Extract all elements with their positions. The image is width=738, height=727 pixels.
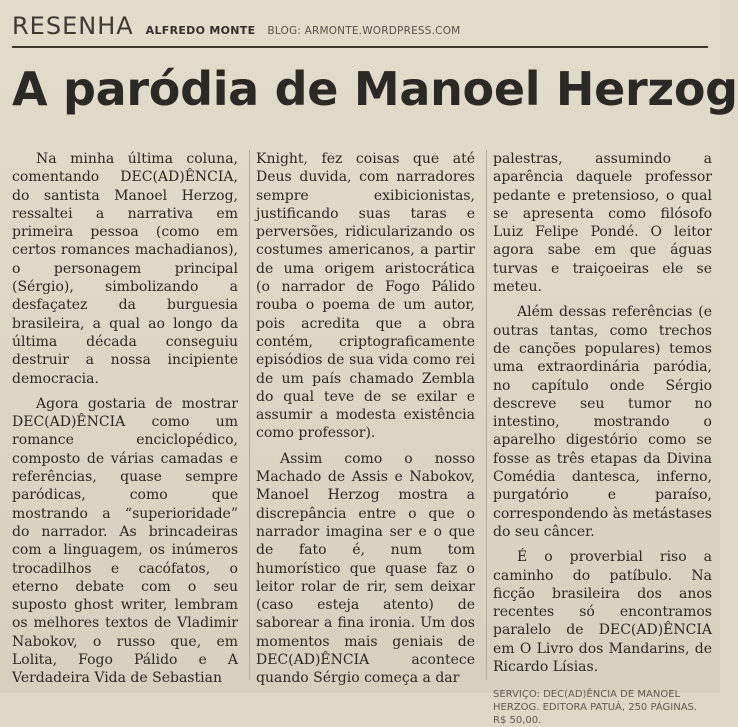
- text-column-2: [249, 150, 475, 687]
- paragraph: É o proverbial riso a caminho do patíbulo. Na ficção brasileira dos anos recentes só encontramos paralelo de DEC(AD)ÊNCIA em O Livro dos Mandarins, de Ricardo Lísias.: [493, 549, 712, 676]
- text-column-3: [486, 150, 712, 727]
- paragraph: Na minha última coluna, comentando DEC(AD)ÊNCIA, do santista Manoel Herzog, ressaltei a narrativa em primeira pessoa (como em certos romances machadianos), o personagem principal (Sérgio), simbolizando a desfaçatez da burguesia brasileira, a qual ao longo da última década conseguiu destruir a nossa incipiente democracia.: [12, 151, 238, 387]
- blog-address: BLOG: ARMONTE.WORDPRESS.COM: [267, 25, 461, 37]
- article-title: A paródia de Manoel Herzog: [12, 62, 738, 116]
- service-info: SERVIÇO: DEC(AD)ÊNCIA DE MANOEL HERZOG. EDITORA PATUÁ, 250 PÁGINAS. R$ 50,00.: [493, 689, 698, 727]
- section-label: RESENHA: [12, 12, 134, 40]
- text-column-1: [12, 150, 238, 687]
- article-body: [12, 150, 712, 727]
- author-name: ALFREDO MONTE: [145, 24, 256, 37]
- paragraph: Assim como o nosso Machado de Assis e Nabokov, Manoel Herzog mostra a discrepância entre o que o narrador imagina ser e o que de fato é, num tom humorístico que quase faz o leitor rolar de rir, sem deixar (caso esteja atento) de saborear a fina ironia. Um dos momentos mais geniais de DEC(AD)ÊNCIA acontece quando Sérgio começa a dar: [256, 450, 475, 687]
- paragraph: Agora gostaria de mostrar DEC(AD)ÊNCIA como um romance enciclopédico, composto de várias camadas e referências, quase sempre paródicas, como que mostrando a “superioridade” do narrador. As brincadeiras com a linguagem, os inúmeros trocadilhos e cacófatos, o eterno debate com o seu suposto ghost writer, lembram os melhores textos de Vladimir Nabokov, o russo que, em Lolita, Fogo Pálido e A Verdadeira Vida de Sebastian: [12, 395, 238, 687]
- paragraph: Além dessas referências (e outras tantas, como trechos de canções populares) temos uma extraordinária paródia, no capítulo onde Sérgio descreve seu tumor no intestino, mostrando o aparelho digestório como se fosse as três etapas da Divina Comédia dantesca, inferno, purgatório e paraíso, correspondendo às metástases do seu câncer.: [493, 304, 712, 540]
- paragraph: Knight, fez coisas que até Deus duvida, com narradores sempre exibicionistas, justificando suas taras e perversões, ridicularizando os costumes americanos, a partir de uma origem aristocrática (o narrador de Fogo Pálido rouba o poema de um autor, pois acredita que a obra contém, criptograficamente episódios de sua vida como rei de um país chamado Zembla do qual teve de se exilar e assumir a modesta existência como professor).: [256, 151, 475, 442]
- paragraph: palestras, assumindo a aparência daquele professor pedante e pretensioso, o qual se apresenta como filósofo Luiz Felipe Pondé. O leitor agora sabe em que águas turvas e traiçoeiras ele se meteu.: [493, 151, 712, 296]
- column-header: [12, 12, 708, 48]
